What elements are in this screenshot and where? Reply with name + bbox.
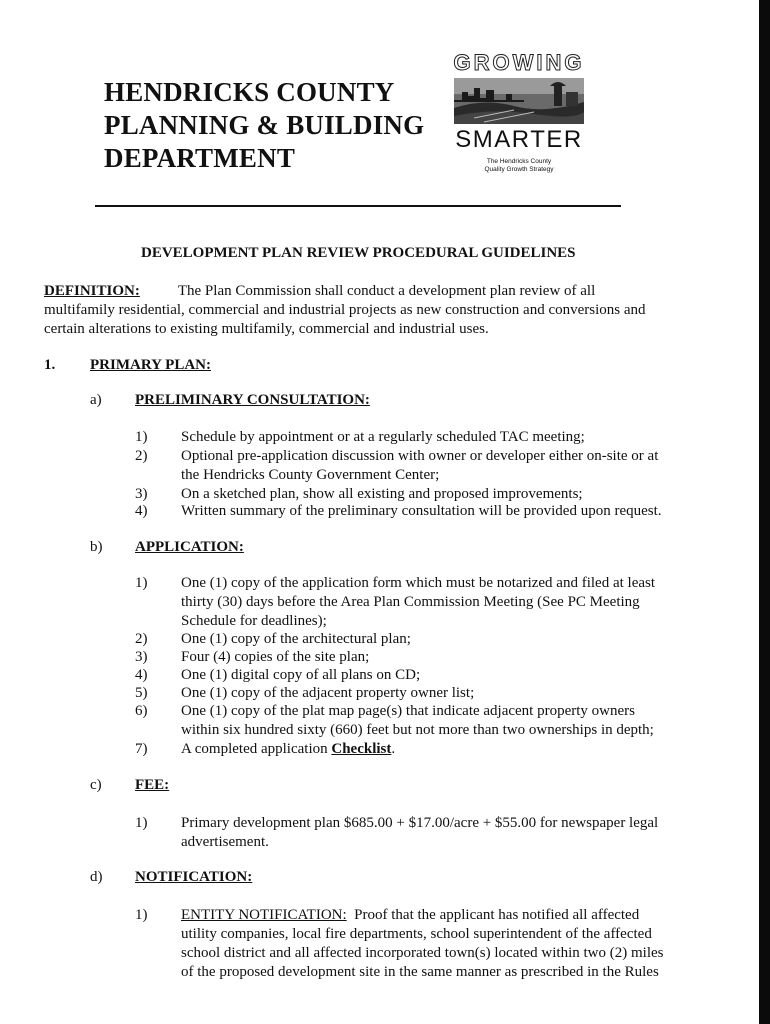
list-item-text: the Hendricks County Government Center; xyxy=(181,467,440,483)
subsection-d-letter: d) xyxy=(90,869,103,885)
logo-tagline: The Hendricks County Quality Growth Strategy xyxy=(484,158,554,173)
org-line-3: DEPARTMENT xyxy=(104,143,296,173)
list-item-text: One (1) copy of the adjacent property owner list; xyxy=(181,685,475,701)
document-title: DEVELOPMENT PLAN REVIEW PROCEDURAL GUIDELINES xyxy=(141,245,576,261)
list-item-number: 4) xyxy=(135,667,148,683)
logo-smarter-text: SMARTER xyxy=(455,126,583,153)
list-item-number: 5) xyxy=(135,685,148,701)
list-item-number: 1) xyxy=(135,815,148,831)
list-item-text: On a sketched plan, show all existing and proposed improvements; xyxy=(181,486,583,502)
list-item-text: thirty (30) days before the Area Plan Commission Meeting (See PC Meeting xyxy=(181,594,640,610)
list-item-number: 2) xyxy=(135,448,148,464)
subsection-c-letter: c) xyxy=(90,777,102,793)
list-item-text: Four (4) copies of the site plan; xyxy=(181,649,370,665)
list-item-text: One (1) copy of the plat map page(s) that indicate adjacent property owners xyxy=(181,703,635,719)
list-item-number: 7) xyxy=(135,741,148,757)
list-item-number: 1) xyxy=(135,907,148,923)
list-item-text: advertisement. xyxy=(181,834,269,850)
definition-line-2: multifamily residential, commercial and industrial projects as new construction and conversions and xyxy=(44,302,646,318)
definition-line-3: certain alterations to existing multifamily, commercial and industrial uses. xyxy=(44,321,489,337)
subsection-c-title: FEE: xyxy=(135,777,170,793)
subsection-b-title: APPLICATION: xyxy=(135,539,244,555)
list-item-text: Schedule for deadlines); xyxy=(181,613,327,629)
entity-notification-label: ENTITY NOTIFICATION: xyxy=(181,907,347,923)
list-item-text: ENTITY NOTIFICATION: Proof that the applicant has notified all affected xyxy=(181,907,640,923)
section-title: PRIMARY PLAN: xyxy=(90,357,211,373)
list-item-text: Primary development plan $685.00 + $17.00/acre + $55.00 for newspaper legal xyxy=(181,815,659,831)
list-item-text: One (1) copy of the application form which must be notarized and filed at least xyxy=(181,575,656,591)
subsection-a-letter: a) xyxy=(90,392,102,408)
list-item-number: 1) xyxy=(135,575,148,591)
subsection-b-letter: b) xyxy=(90,539,103,555)
growing-smarter-logo xyxy=(452,50,592,174)
list-item-number: 1) xyxy=(135,429,148,445)
list-item-text: within six hundred sixty (660) feet but not more than two ownerships in depth; xyxy=(181,722,654,738)
definition-label: DEFINITION: xyxy=(44,283,140,299)
list-item-text: utility companies, local fire departments, school superintendent of the affected xyxy=(181,926,652,942)
list-item-text: Schedule by appointment or at a regularly scheduled TAC meeting; xyxy=(181,429,585,445)
definition-line-1: DEFINITION: The Plan Commission shall conduct a development plan review of all xyxy=(44,283,596,299)
scan-edge xyxy=(759,0,770,1024)
list-item-text: A completed application Checklist. xyxy=(181,741,396,757)
list-item-text: One (1) copy of the architectural plan; xyxy=(181,631,411,647)
list-item-text: school district and all affected incorporated town(s) located within two (2) miles xyxy=(181,945,664,961)
section-number: 1. xyxy=(44,357,56,373)
list-item-text: of the proposed development site in the same manner as prescribed in the Rules xyxy=(181,964,659,980)
org-line-2: PLANNING & BUILDING xyxy=(104,110,425,140)
checklist-link[interactable]: Checklist xyxy=(331,741,392,757)
list-item-number: 3) xyxy=(135,486,148,502)
list-item-number: 6) xyxy=(135,703,148,719)
list-item-number: 4) xyxy=(135,503,148,519)
org-line-1: HENDRICKS COUNTY xyxy=(104,77,395,107)
list-item-text: Written summary of the preliminary consultation will be provided upon request. xyxy=(181,503,662,519)
list-item-text: Optional pre-application discussion with owner or developer either on-site or at xyxy=(181,448,659,464)
org-name xyxy=(104,76,424,175)
header-divider xyxy=(95,205,621,207)
list-item-number: 3) xyxy=(135,649,148,665)
subsection-d-title: NOTIFICATION: xyxy=(135,869,253,885)
subsection-a-title: PRELIMINARY CONSULTATION: xyxy=(135,392,370,408)
logo-growing-text: GROWING xyxy=(453,50,585,75)
skyline-landscape-icon xyxy=(454,78,584,124)
list-item-number: 2) xyxy=(135,631,148,647)
list-item-text: One (1) digital copy of all plans on CD; xyxy=(181,667,421,683)
